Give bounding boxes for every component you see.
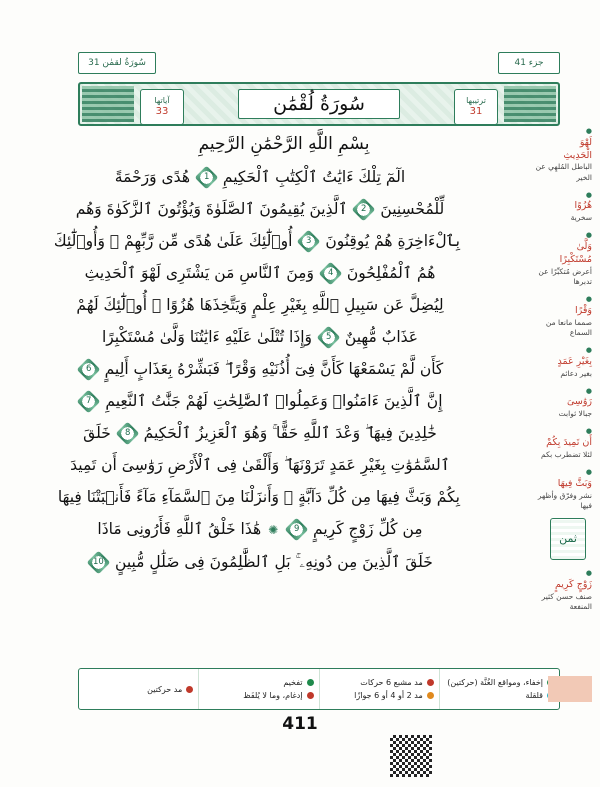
ayah-line-text: إِنَّ ٱلَّذِينَ ءَامَنُوا۟ وَعَمِلُوا۟ ٱلصَّٰلِحَٰتِ لَهُمْ جَنَّٰتُ ٱلنَّعِيمِ xyxy=(105,392,443,410)
glossary-term: هُزُوًا xyxy=(574,200,592,212)
ayah-line-text: خَلَقَ ٱلَّذِينَ مِن دُونِهِۦ ۚ بَلِ ٱلظَّٰلِمُونَ فِى ضَلَٰلٍ مُّبِينٍ xyxy=(115,553,433,571)
ayah-line xyxy=(60,450,460,481)
legend-item xyxy=(445,678,554,687)
legend-column xyxy=(439,669,559,709)
juz-quarter-label: ثمن xyxy=(559,531,577,545)
ayah-line-tail: هَٰذَا خَلْقُ ٱللَّهِ فَأَرُونِى مَاذَا xyxy=(97,520,262,538)
glossary-definition: سخرية xyxy=(570,213,592,223)
bullet-icon: ● xyxy=(585,569,592,577)
legend-column xyxy=(79,669,198,709)
glossary-term: زَوْجٍ كَرِيمٍ xyxy=(554,578,592,590)
surah-header-box xyxy=(78,52,156,74)
legend-label: إدغام، وما لا يُلفَظ xyxy=(243,691,303,700)
surah-header-label: سُورَةُ لقمٰن 31 xyxy=(88,58,146,68)
margin-glossary xyxy=(530,126,592,619)
ayah-number-marker: 3 xyxy=(297,229,321,253)
legend-label: إخفاء، ومواقع الغُنَّة (حركتين) xyxy=(447,678,543,687)
ayah-line xyxy=(60,258,460,289)
surah-order-value: 31 xyxy=(469,105,483,117)
ayah-number-marker: 9 xyxy=(285,517,309,541)
glossary-term: رَوَٰسِىَ xyxy=(566,396,592,408)
ayah-number-marker: 1 xyxy=(194,165,218,189)
glossary-note xyxy=(530,568,592,612)
ayah-count-label: آياتها xyxy=(154,95,170,105)
glossary-note xyxy=(530,294,592,338)
glossary-note xyxy=(530,426,592,460)
surah-title: سُورَةُ لُقْمَٰن xyxy=(238,89,400,119)
legend-color-swatch-icon xyxy=(427,692,434,699)
bullet-icon: ● xyxy=(585,190,592,199)
ayah-line-text: هُمُ ٱلْمُفْلِحُونَ xyxy=(346,264,436,282)
glossary-note xyxy=(530,190,592,224)
glossary-definition: صنف حسن كثير المنفعة xyxy=(541,591,592,611)
ayah-line-tail: أُو۟لَٰٓئِكَ عَلَىٰ هُدًى مِّن رَّبِّهِمْ ۖ وَأُو۟لَٰٓئِكَ xyxy=(53,232,293,250)
juz-header-box xyxy=(498,52,560,74)
ayah-number-marker: 4 xyxy=(318,261,342,285)
ayah-line xyxy=(57,482,460,513)
glossary-term-2: الْحَدِيثِ xyxy=(563,149,592,161)
juz-header-label: جزء 41 xyxy=(514,58,544,68)
ayah-line-text: الٓمٓ تِلْكَ ءَايَٰتُ ٱلْكِتَٰبِ ٱلْحَكِيمِ xyxy=(222,168,406,186)
ayah-line-text: بِٱلْءَاخِرَةِ هُمْ يُوقِنُونَ xyxy=(325,232,460,250)
glossary-note xyxy=(530,126,592,183)
legend-color-swatch-icon xyxy=(427,679,434,686)
page-header xyxy=(78,52,560,74)
ayah-line-text: لِّلْمُحْسِنِينَ xyxy=(380,200,445,218)
glossary-term: وَلَّىٰ xyxy=(576,241,592,253)
ayah-line xyxy=(60,194,460,225)
ayah-number-marker: 6 xyxy=(76,357,100,381)
legend-item xyxy=(204,691,313,700)
bullet-icon: ● xyxy=(585,468,592,477)
tajweed-legend xyxy=(78,668,560,710)
legend-item xyxy=(325,691,434,700)
ayah-line-text: ٱلسَّمَٰوَٰتِ بِغَيْرِ عَمَدٍ تَرَوْنَهَا ۖ وَأَلْقَىٰ فِى ٱلْأَرْضِ رَوَٰسِىَ أَن تَمِيدَ xyxy=(70,456,450,474)
glossary-definition: الباطل المُلهِي عن الخير xyxy=(535,162,592,182)
glossary-term-2: مُسْتَكْبِرًا xyxy=(559,254,592,266)
legend-item xyxy=(445,691,554,700)
legend-label: مد حركتين xyxy=(147,684,183,694)
juz-quarter-badge xyxy=(550,518,586,560)
surah-order-label: ترتيبها xyxy=(466,95,486,105)
bullet-icon: ● xyxy=(585,231,592,240)
legend-label: قلقلة xyxy=(525,691,543,700)
glossary-note xyxy=(530,467,592,511)
ayah-line xyxy=(60,322,460,353)
glossary-note xyxy=(530,386,592,420)
ayah-count-value: 33 xyxy=(155,105,169,117)
ayah-text-block xyxy=(53,162,460,579)
ayah-number-marker: 5 xyxy=(316,325,340,349)
ayah-number-marker: 7 xyxy=(77,389,101,413)
ayah-line xyxy=(60,162,460,193)
glossary-note xyxy=(530,230,592,287)
bullet-icon: ● xyxy=(585,345,592,354)
ayah-count-chip xyxy=(140,89,184,125)
ayah-number-marker: 8 xyxy=(115,421,139,445)
ayah-line-tail: وَمِنَ ٱلنَّاسِ مَن يَشْتَرِى لَهْوَ ٱلْحَدِيثِ xyxy=(84,264,314,282)
ornament-right-icon xyxy=(504,86,556,122)
legend-column xyxy=(198,669,318,709)
glossary-definition: نشر وفرّق وأظهر فيها xyxy=(537,490,592,510)
ayah-line-tail: هُدًى وَرَحْمَةً xyxy=(114,168,190,186)
ayah-line-text: لِيُضِلَّ عَن سَبِيلِ ٱللَّهِ بِغَيْرِ عِلْمٍ وَيَتَّخِذَهَا هُزُوًا ۚ أُو۟لَٰٓئِكَ لَهُمْ xyxy=(76,296,444,314)
bullet-icon: ● xyxy=(585,295,592,304)
ayah-line-tail: وَإِذَا تُتْلَىٰ عَلَيْهِ ءَايَٰتُنَا وَلَّىٰ مُسْتَكْبِرًا xyxy=(101,328,313,346)
ayah-line-tail: خَلَقَ xyxy=(83,424,111,442)
legend-label: مد مشبع 6 حركات xyxy=(360,678,423,687)
glossary-definition: صمما مانعا من السماع xyxy=(545,317,592,337)
basmala: بِسْمِ اللَّهِ الرَّحْمَٰنِ الرَّحِيمِ xyxy=(198,134,370,154)
surah-order-chip xyxy=(454,89,498,125)
ayah-line-text: بِكُمْ وَبَثَّ فِيهَا مِن كُلِّ دَآبَّةٍ ۚ وَأَنزَلْنَا مِنَ ٱلسَّمَآءِ مَآءً فَأَنۢبَتْنَا فِيهَا xyxy=(57,488,460,506)
ayah-line-text: كَأَن لَّمْ يَسْمَعْهَا كَأَنَّ فِىٓ أُذُنَيْهِ وَقْرًا ۖ فَبَشِّرْهُ بِعَذَابٍ أَلِيمٍ xyxy=(104,360,444,378)
ayah-number-marker: 2 xyxy=(352,197,376,221)
color-swatch xyxy=(548,676,592,702)
bullet-icon: ● xyxy=(585,427,592,436)
sajda-icon: ✺ xyxy=(268,523,279,537)
ayah-line-tail: ٱلَّذِينَ يُقِيمُونَ ٱلصَّلَوٰةَ وَيُؤْتُونَ ٱلزَّكَوٰةَ وَهُم xyxy=(75,200,348,218)
bullet-icon: ● xyxy=(585,127,592,135)
glossary-term: بِغَيْرِ عَمَدٍ xyxy=(557,355,592,367)
legend-color-swatch-icon xyxy=(307,692,314,699)
legend-color-swatch-icon xyxy=(186,686,193,693)
surah-title-band xyxy=(78,82,560,126)
legend-color-swatch-icon xyxy=(307,679,314,686)
glossary-term: وَبَثَّ فِيهَا xyxy=(557,477,592,489)
glossary-definition: بغير دعائم xyxy=(560,368,592,378)
glossary-definition: أعرض مُتكبِّرًا عن تدبرها xyxy=(538,266,592,286)
legend-item xyxy=(204,678,313,687)
glossary-term: أَن تَمِيدَ بِكُمْ xyxy=(546,437,592,449)
legend-column xyxy=(319,669,439,709)
legend-label: مد 2 أو 4 أو 6 جوازًا xyxy=(354,691,423,700)
ayah-line xyxy=(60,547,460,578)
ayah-line xyxy=(60,354,460,385)
ornament-left-icon xyxy=(82,86,134,122)
ayah-line xyxy=(53,226,460,257)
legend-item xyxy=(84,685,193,694)
glossary-definition: لئلا تضطرب بكم xyxy=(541,450,592,460)
glossary-definition: جبالا ثوابت xyxy=(558,409,592,419)
ayah-line xyxy=(60,386,460,417)
legend-label: تفخيم xyxy=(283,678,303,687)
ayah-line-text: عَذَابٌ مُّهِينٌ xyxy=(344,328,419,346)
bullet-icon: ● xyxy=(585,386,592,395)
ayah-line xyxy=(60,514,460,546)
page-number: 411 xyxy=(282,714,318,734)
glossary-note xyxy=(530,345,592,379)
glossary-term: وَقْرًا xyxy=(574,304,592,316)
ayah-number-marker: 10 xyxy=(87,550,111,574)
glossary-term: لَهْوَ xyxy=(579,136,592,148)
qr-code-icon[interactable] xyxy=(390,735,432,777)
ayah-line-text: خَٰلِدِينَ فِيهَا ۖ وَعْدَ ٱللَّهِ حَقًّا ۚ وَهُوَ ٱلْعَزِيزُ ٱلْحَكِيمُ xyxy=(143,424,437,442)
ayah-line-text: مِن كُلِّ زَوْجٍ كَرِيمٍ xyxy=(313,520,423,538)
legend-item xyxy=(325,678,434,687)
ayah-line xyxy=(60,290,460,321)
ayah-line xyxy=(60,418,460,449)
